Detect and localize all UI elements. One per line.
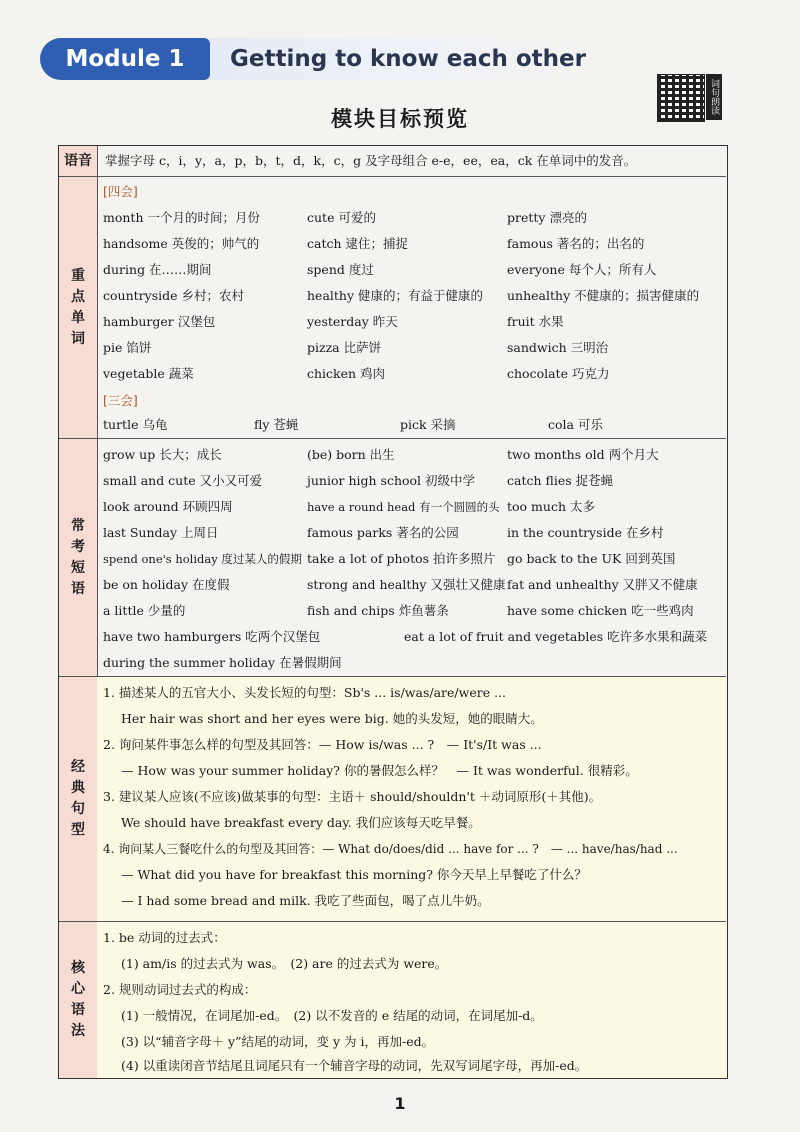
section-key-words: [59, 177, 726, 439]
word-item: cute 可爱的: [307, 210, 376, 225]
page-title: 模块目标预览: [331, 107, 469, 131]
sentence-line: Her hair was short and her eyes were big. 她的头发短，她的眼睛大。: [121, 711, 543, 726]
grammar-line: (4) 以重读闭音节结尾且词尾只有一个辅音字母的动词，先双写词尾字母，再加-ed。: [121, 1058, 588, 1073]
phrase-item: strong and healthy 又强壮又健康: [307, 577, 506, 592]
word-item: yesterday 昨天: [307, 314, 398, 329]
word-item: handsome 英俊的；帅气的: [103, 236, 260, 251]
phrase-item: (be) born 出生: [307, 447, 395, 462]
sentence-line: — What did you have for breakfast this morning? 你今天早上早餐吃了什么？: [121, 867, 587, 882]
tag-four-skills: [四会]: [103, 184, 138, 199]
word-item: cola 可乐: [548, 417, 603, 432]
sentence-line: — I had some bread and milk. 我吃了些面包，喝了点儿牛奶。: [121, 893, 490, 908]
word-item: pick 采摘: [400, 417, 456, 432]
word-item: vegetable 蔬菜: [103, 366, 194, 381]
phrase-item: small and cute 又小又可爱: [103, 473, 263, 488]
phrase-item: junior high school 初级中学: [307, 473, 476, 488]
phrase-item: last Sunday 上周日: [103, 525, 219, 540]
module-title: Getting to know each other: [230, 46, 586, 72]
word-item: healthy 健康的；有益于健康的: [307, 288, 484, 303]
phrase-item: go back to the UK 回到英国: [507, 551, 676, 566]
phrase-item: too much 太多: [507, 499, 595, 514]
phrase-item: be on holiday 在度假: [103, 577, 230, 592]
module-header: [40, 38, 600, 80]
phrase-item: grow up 长大；成长: [103, 447, 222, 462]
word-item: hamburger 汉堡包: [103, 314, 216, 329]
phrase-item: look around 环顾四周: [103, 499, 233, 514]
word-item: fruit 水果: [507, 314, 564, 329]
sentence-line: 1. 描述某人的五官大小、头发长短的句型：Sb's ... is/was/are/were ...: [103, 685, 506, 700]
phrase-item: eat a lot of fruit and vegetables 吃许多水果和蔬菜: [404, 629, 708, 644]
section-phrases: [59, 439, 726, 677]
phrase-item: two months old 两个月大: [507, 447, 659, 462]
word-item: fly 苍蝇: [254, 417, 299, 432]
pronunciation-text: 掌握字母 c，i，y，a，p，b，t，d，k，c，g 及字母组合 e-e，ee，ea，ck 在单词中的发音。: [105, 153, 637, 168]
section-label: 常 考 短 语: [59, 439, 98, 676]
overview-table: [58, 145, 728, 1079]
section-label: 核 心 语 法: [59, 922, 98, 1078]
phrase-item: in the countryside 在乡村: [507, 525, 664, 540]
phrase-item: fish and chips 炸鱼薯条: [307, 603, 449, 618]
section-pronunciation: [59, 146, 726, 177]
phrase-item: during the summer holiday 在暑假期间: [103, 655, 342, 670]
word-item: catch 逮住；捕捉: [307, 236, 409, 251]
section-label: 重 点 单 词: [59, 177, 98, 438]
word-item: chicken 鸡肉: [307, 366, 386, 381]
section-sentence-patterns: [59, 677, 726, 922]
grammar-line: (1) am/is 的过去式为 was。 (2) are 的过去式为 were。: [121, 956, 448, 971]
word-item: pizza 比萨饼: [307, 340, 382, 355]
word-item: unhealthy 不健康的；损害健康的: [507, 288, 700, 303]
phrase-item: catch flies 捉苍蝇: [507, 473, 614, 488]
word-item: pie 馅饼: [103, 340, 152, 355]
grammar-line: (3) 以“辅音字母＋ y”结尾的动词，变 y 为 i，再加-ed。: [121, 1034, 435, 1049]
phrase-item: have a round head 有一个圆圆的头: [307, 500, 500, 514]
phrase-item: a little 少量的: [103, 603, 186, 618]
word-item: pretty 漂亮的: [507, 210, 587, 225]
module-badge: Module 1: [40, 38, 210, 80]
sentence-line: 3. 建议某人应该(不应该)做某事的句型：主语＋ should/shouldn't ＋动词原形(＋其他)。: [103, 789, 602, 804]
word-item: turtle 乌龟: [103, 417, 168, 432]
grammar-line: 2. 规则动词过去式的构成：: [103, 982, 257, 997]
word-item: countryside 乡村；农村: [103, 288, 244, 303]
sentence-line: — How was your summer holiday? 你的暑假怎么样？ — It was wonderful. 很精彩。: [121, 763, 638, 778]
word-item: month 一个月的时间；月份: [103, 210, 260, 225]
word-item: sandwich 三明治: [507, 340, 609, 355]
grammar-line: (1) 一般情况，在词尾加-ed。 (2) 以不发音的 e 结尾的动词，在词尾加-d。: [121, 1008, 543, 1023]
phrase-item: fat and unhealthy 又胖又不健康: [507, 577, 698, 592]
word-item: during 在……期间: [103, 262, 212, 277]
word-item: famous 著名的；出名的: [507, 236, 645, 251]
sentence-line: 2. 询问某件事怎么样的句型及其回答：— How is/was ... ? — It's/It was ...: [103, 737, 542, 752]
phrase-item: take a lot of photos 拍许多照片: [307, 551, 496, 566]
sentence-line: We should have breakfast every day. 我们应该每天吃早餐。: [121, 815, 481, 830]
page-number: 1: [394, 1094, 406, 1113]
word-item: spend 度过: [307, 262, 374, 277]
qr-caption: 词句朗读: [706, 74, 722, 120]
section-grammar: [59, 922, 726, 1078]
phrase-item: have some chicken 吃一些鸡肉: [507, 603, 694, 618]
section-label: 语 音: [59, 146, 98, 176]
tag-three-skills: [三会]: [103, 393, 138, 408]
word-item: everyone 每个人；所有人: [507, 262, 657, 277]
word-item: chocolate 巧克力: [507, 366, 610, 381]
phrase-item: famous parks 著名的公园: [307, 525, 459, 540]
phrase-item: spend one's holiday 度过某人的假期: [103, 552, 302, 566]
section-label: 经 典 句 型: [59, 677, 98, 921]
grammar-line: 1. be 动词的过去式：: [103, 930, 226, 945]
sentence-line: 4. 询问某人三餐吃什么的句型及其回答：— What do/does/did ... have for ... ? — ... have/has/had ...: [103, 842, 678, 856]
phrase-item: have two hamburgers 吃两个汉堡包: [103, 629, 321, 644]
